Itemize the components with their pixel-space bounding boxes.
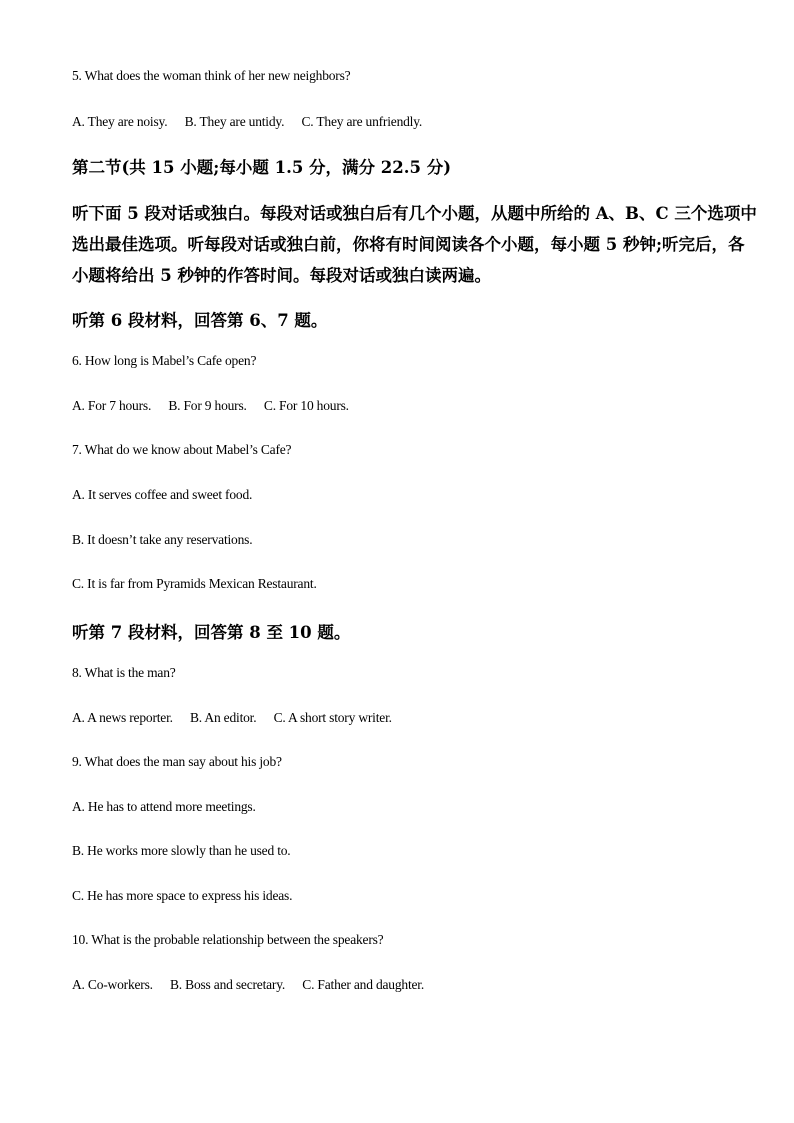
option-b: B. An editor. xyxy=(190,710,257,725)
option-c: C. They are unfriendly. xyxy=(301,114,423,129)
question-7: 7. What do we know about Mabel’s Cafe? xyxy=(72,442,292,457)
option-c: C. For 10 hours. xyxy=(263,398,349,413)
passage-6-heading: 听第 6 段材料，回答第 6、7 题。 xyxy=(72,311,328,330)
section-2-instruction-line-1: 听下面 5 段对话或独白。每段对话或独白后有几个小题，从题中所给的 A、B、C 三个选项中 xyxy=(72,204,757,223)
question-9: 9. What does the man say about his job? xyxy=(72,754,282,769)
question-6: 6. How long is Mabel’s Cafe open? xyxy=(72,353,257,368)
section-2-instruction-line-3: 小题将给出 5 秒钟的作答时间。每段对话或独白读两遍。 xyxy=(72,266,491,285)
question-9-option-c: C. He has more space to express his ideas. xyxy=(72,888,293,903)
question-10-options xyxy=(72,977,424,993)
question-6-options xyxy=(72,398,349,414)
question-7-option-b: B. It doesn’t take any reservations. xyxy=(72,532,253,547)
question-8: 8. What is the man? xyxy=(72,665,176,680)
section-2-heading: 第二节(共 15 小题;每小题 1.5 分，满分 22.5 分) xyxy=(72,158,452,177)
option-a: A. They are noisy. xyxy=(72,114,168,129)
option-a: A. For 7 hours. xyxy=(72,398,152,413)
option-a: A. A news reporter. xyxy=(72,710,173,725)
question-5-options xyxy=(72,114,422,130)
option-c: C. A short story writer. xyxy=(273,710,392,725)
option-b: B. They are untidy. xyxy=(184,114,285,129)
option-b: B. For 9 hours. xyxy=(168,398,247,413)
question-10: 10. What is the probable relationship between the speakers? xyxy=(72,932,384,947)
section-2-instruction-line-2: 选出最佳选项。听每段对话或独白前，你将有时间阅读各个小题，每小题 5 秒钟;听完后，各 xyxy=(72,235,745,254)
question-9-option-b: B. He works more slowly than he used to. xyxy=(72,843,291,858)
option-a: A. Co-workers. xyxy=(72,977,153,992)
question-5: 5. What does the woman think of her new neighbors? xyxy=(72,68,351,83)
option-c: C. Father and daughter. xyxy=(302,977,425,992)
question-7-option-c: C. It is far from Pyramids Mexican Restaurant. xyxy=(72,576,317,591)
passage-7-heading: 听第 7 段材料，回答第 8 至 10 题。 xyxy=(72,623,351,642)
question-9-option-a: A. He has to attend more meetings. xyxy=(72,799,256,814)
question-8-options xyxy=(72,710,392,726)
option-b: B. Boss and secretary. xyxy=(170,977,286,992)
question-7-option-a: A. It serves coffee and sweet food. xyxy=(72,487,253,502)
